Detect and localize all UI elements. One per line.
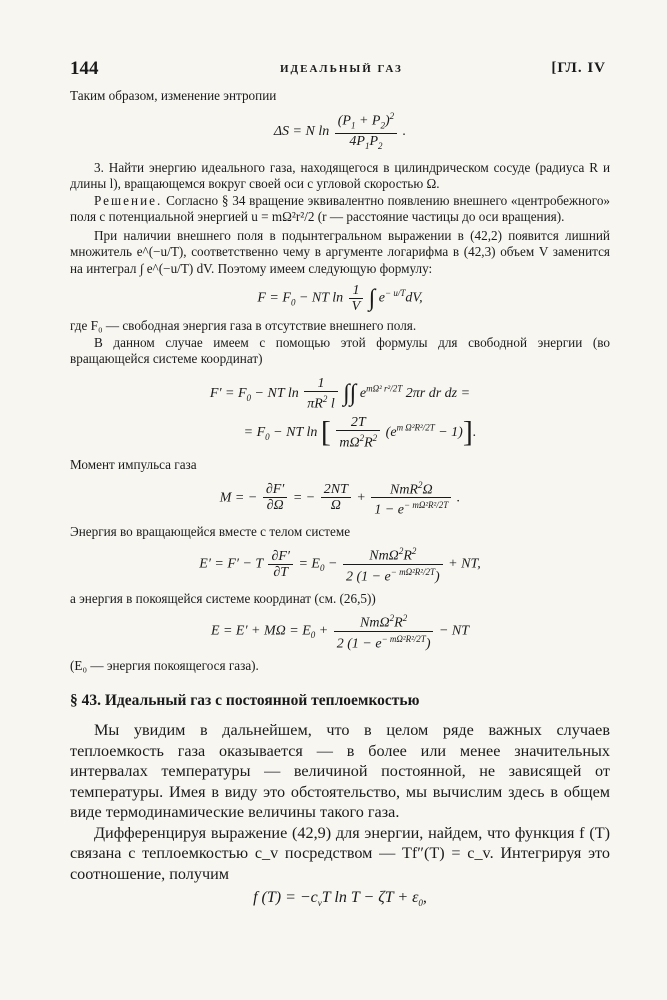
page-number: 144 [70, 58, 99, 79]
paragraph-e0-definition: (E₀ — энергия покоящегося газа). [70, 657, 259, 673]
paragraph-entropy-intro: Таким образом, изменение энтропии [70, 88, 277, 103]
page [70, 58, 610, 914]
formula-rotating-free-energy: $F' = F_0$ − NT ln $\frac{1}{\pi R^2 l}$ ∫∫ $e^{m\Omega^2 r^2/2T}$ 2πr dr dz = [209, 375, 471, 412]
paragraph-rotating-system: В данном случае имеем с помощью этой формулы для свободной энергии (во вращающейся системе координат) [70, 334, 610, 367]
paragraph-external-field: При наличии внешнего поля в подынтегральном выражении в (42,2) появится лишний множитель e^(−u/T), соответственно чему в аргументе логарифма в (42,3) объем V заменится на интеграл ∫ e^(−u/T) dV. Поэтому имеем следующую формулу: [70, 227, 610, 276]
paragraph-solution [70, 193, 610, 226]
formula-rotating-free-energy-result: = $F_0$ − NT ln [ $\frac{2T}{m\Omega^2R^2}$ $(e^{m \Omega^2R^2/2T} - 1)$]. [243, 415, 477, 452]
page-header [70, 58, 610, 84]
section-title: § 43. Идеальный газ с постоянной теплоемкостью [70, 692, 420, 709]
running-title: ИДЕАЛЬНЫЙ ГАЗ [280, 63, 403, 75]
paragraph-angular-momentum: Момент импульса газа [70, 457, 197, 473]
paragraph-problem-3: 3. Найти энергию идеального газа, находящегося в цилиндрическом сосуде (радиуса R и длины l), вращающемся вокруг своей оси с угловой скоростью Ω. [70, 159, 610, 192]
chapter-label: [ГЛ. IV [551, 60, 606, 76]
paragraph-f0-definition: где F₀ — свободная энергия газа в отсутствие внешнего поля. [70, 318, 417, 334]
paragraph-energy-rest: а энергия в покоящейся системе координат (см. (26,5)) [70, 590, 376, 606]
paragraph-body-2: Дифференцируя выражение (42,9) для энергии, найдем, что функция f (T) связана с теплоемкостью c_v посредством — Tf″(T) = c_v. Интегрируя это соотношение, получим [70, 823, 610, 883]
formula-energy-rest: $E = E' + M\Omega = E_0$ + $Nm\Omega^2R^2$ 2 $(1 - e^{- m\Omega^2R^2/2T})$ − NT [210, 613, 470, 652]
solution-label: Решение. [94, 192, 163, 208]
formula-f-of-t: f $(T) = -c_vT$ $\ln T - \zeta T + \varepsilon_0$, [253, 889, 427, 909]
paragraph-energy-rotating: Энергия во вращающейся вместе с телом системе [70, 523, 351, 539]
formula-energy-rotating: E′ = F′ − T $\frac{\partial F'}{\partial T}$ = $E_0$ − $Nm\Omega^2R^2$ 2 $(1 - e^{- m\Omega^2R^2/2T})$ + NT, [199, 546, 481, 585]
formula-entropy: ΔS = N ln $\frac{(P_1 + P_2)^2}{4P_1P_2}$ . [273, 110, 407, 151]
formula-angular-momentum: M = − $\frac{\partial F'}{\partial\Omega}$ = − $\frac{2NT}{\Omega}$ + NmR$^2$Ω $1 - e^{- m\Omega^2R^2/2T}$ . [219, 479, 461, 518]
paragraph-body-1: Мы увидим в дальнейшем, что в целом ряде важных случаев теплоемкость газа оказывается — в более или менее значительных интервалах температуры — величиной постоянной, не зависящей от температуры. Имея в виду это обстоятельство, мы вычислим здесь в общем виде термодинамические величины такого газа. [70, 721, 610, 821]
problem-text [70, 88, 610, 674]
solution-text: Согласно § 34 вращение эквивалентно появлению внешнего «центробежного» поля с потенциальной энергией u = mΩ²r²/2 (r — расстояние частицы до оси вращения). [70, 192, 611, 225]
section-body [70, 720, 610, 914]
formula-free-energy-field: $F = F_0$ − NT ln $\frac{1}{V}$ ∫ $e^{- u/T}dV$, [257, 283, 423, 315]
